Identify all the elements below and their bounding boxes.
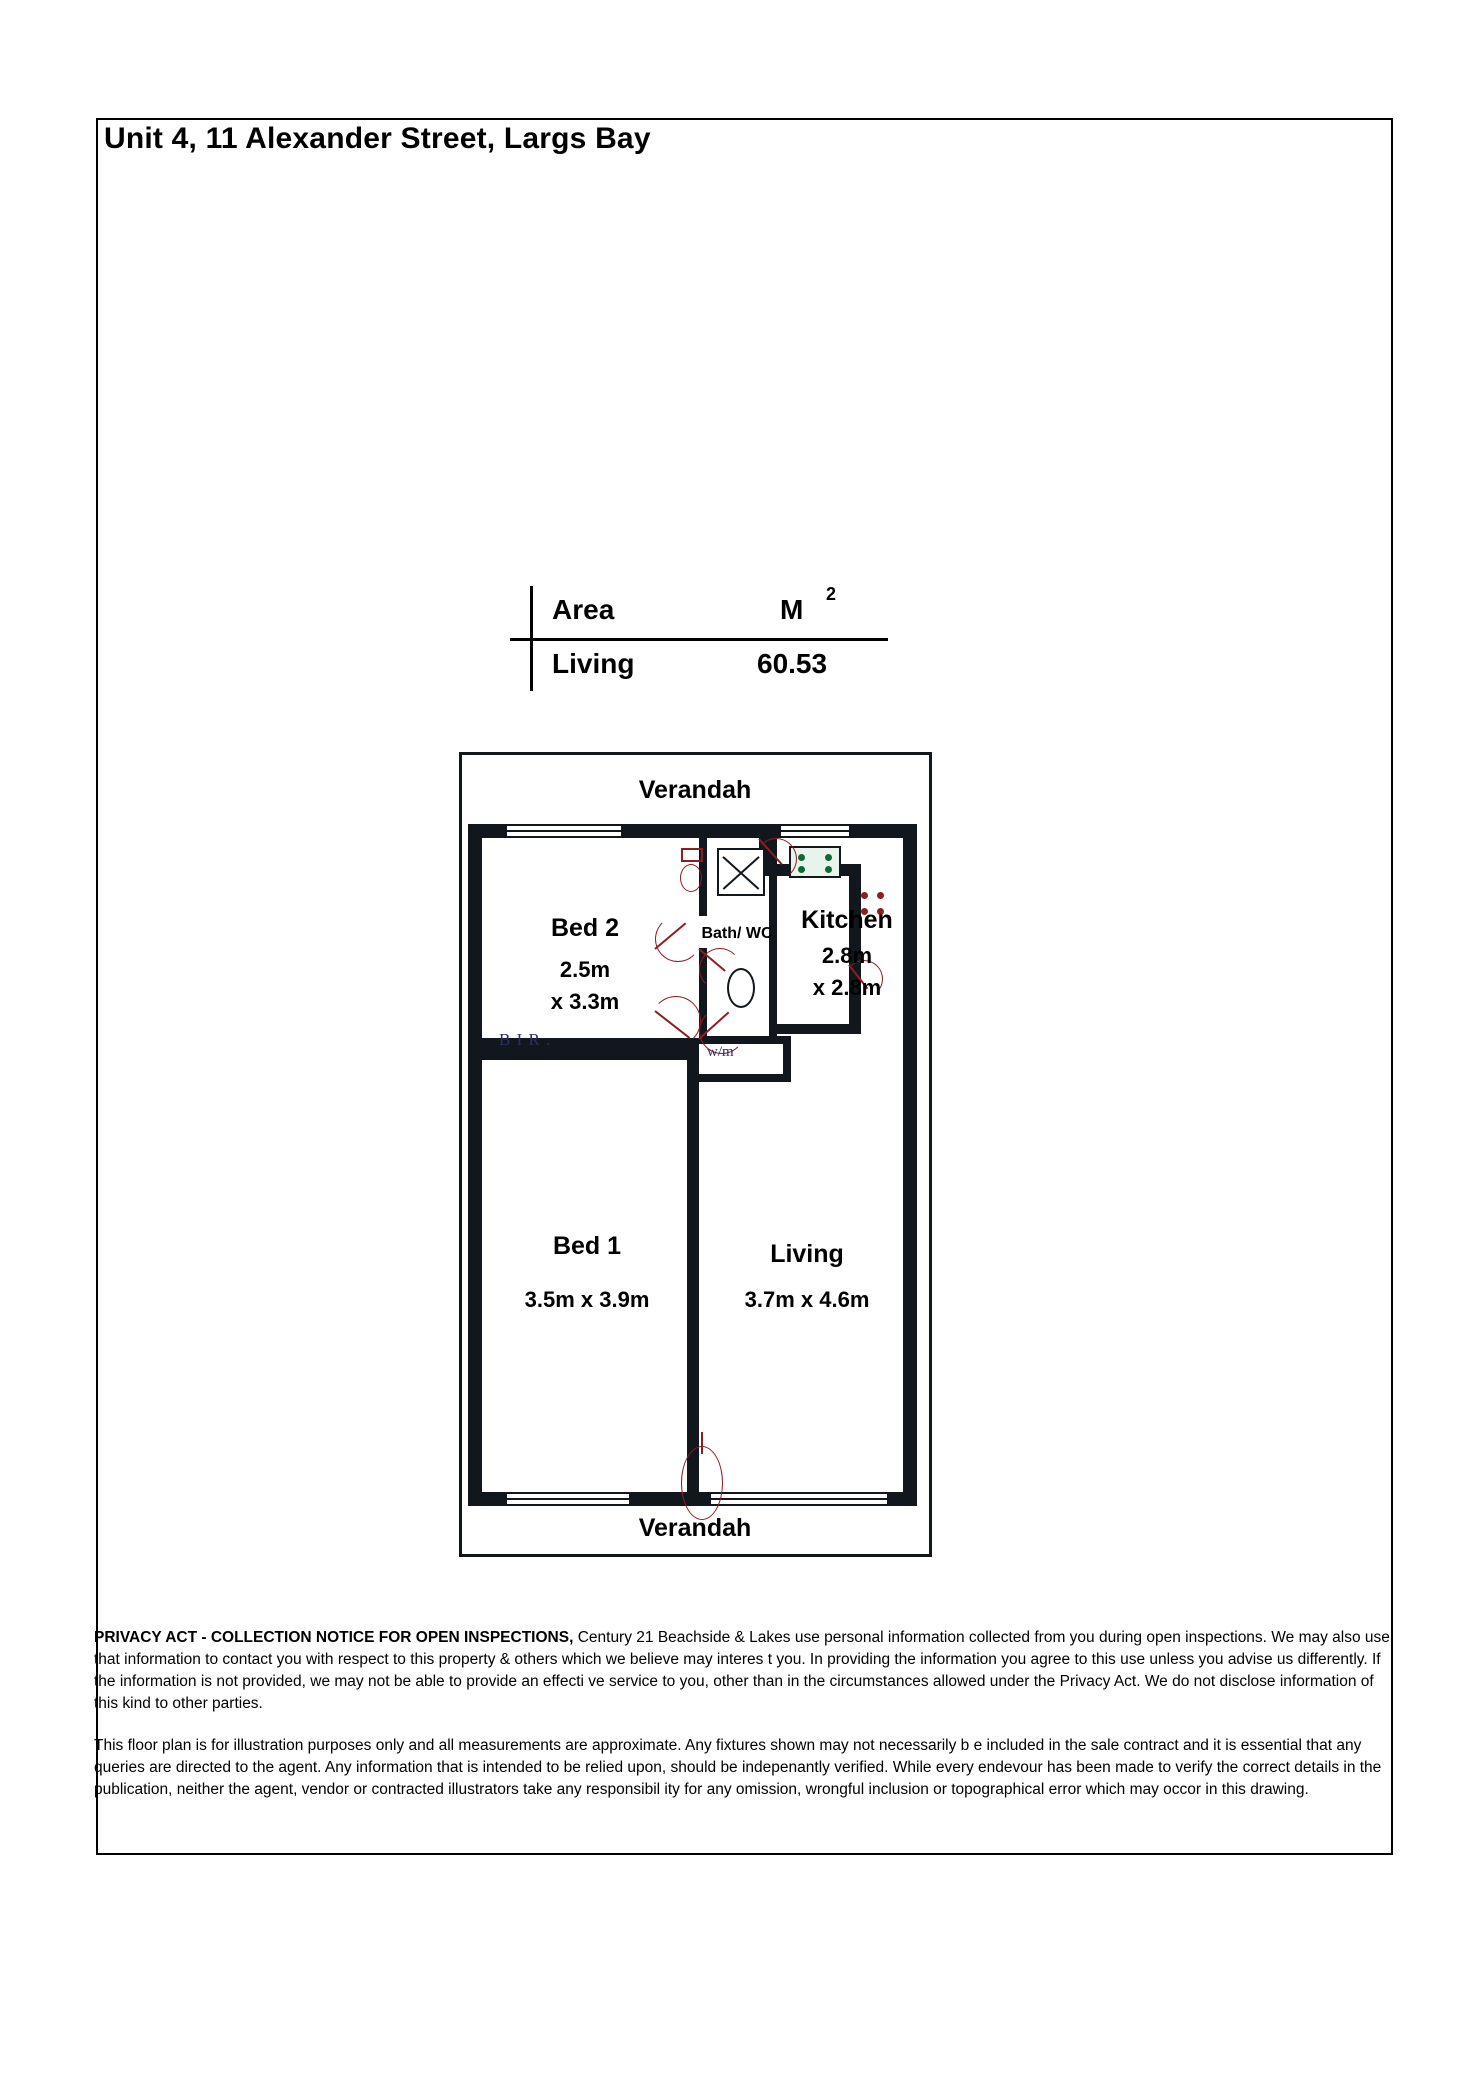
room-label-living: Living xyxy=(770,1240,844,1268)
door-kitchen-swing xyxy=(755,838,797,880)
window-kitchen-rear xyxy=(781,824,849,838)
area-table-header-label: Area xyxy=(552,594,615,625)
wall-exterior-left xyxy=(468,824,482,1506)
room-label-bath-wc: Bath/ WC xyxy=(701,925,773,942)
toilet-bowl-icon xyxy=(680,864,702,892)
illustration-disclaimer-paragraph: This floor plan is for illustration purposes only and all measurements are approximate. Any fixtures shown may not necessarily b e included in the sale contract and it is essential that any queries are directed to the agent. Any information that is intended to be relied upon, should be indepenantly verified. While every endevour has been made to verify the correct details in the publication, neither the agent, vendor or contracted illustrators take any responsibil ity for any omission, wrongful inclusion or topographical error which may occor in this drawing. xyxy=(94,1737,1382,1798)
area-table-header-unit-superscript: 2 xyxy=(826,584,837,604)
room-label-kitchen: Kitchen xyxy=(801,906,893,934)
annotation-bir: B I R . xyxy=(499,1030,552,1049)
wall-laundry-bottom xyxy=(699,1074,791,1082)
room-dim-bed2-line1: 2.5m xyxy=(559,957,611,982)
wall-kitchen-bottom xyxy=(771,1024,861,1034)
stove-fixture xyxy=(789,846,841,878)
page-title: Unit 4, 11 Alexander Street, Largs Bay xyxy=(104,122,651,155)
privacy-notice-heading: PRIVACY ACT - COLLECTION NOTICE FOR OPEN INSPECTIONS, xyxy=(94,1629,574,1646)
privacy-notice-body: Century 21 Beachside & Lakes use personal information collected from you during open inspections. We may also use that information to contact you with respect to this property & others which we believe may interes t you. In providing the information you agree to this use unless you advise us differently. If the information is not provided, we may not be able to provide an effecti ve service to you, other than in the circumstances allowed under the Privacy Act. We do not disclose information of this kind to other parties. xyxy=(94,1629,1390,1712)
area-table-header-unit: M xyxy=(780,594,804,625)
door-bath-swing xyxy=(699,948,741,990)
window-bed1-front xyxy=(507,1492,629,1506)
disclaimer-block xyxy=(94,1627,1399,1821)
front-door-leaf xyxy=(701,1432,703,1454)
room-label-verandah-rear: Verandah xyxy=(638,776,752,804)
window-bed2-rear xyxy=(507,824,621,838)
room-label-bed2: Bed 2 xyxy=(550,914,620,942)
room-dim-living: 3.7m x 4.6m xyxy=(744,1287,870,1312)
room-dim-bed2-line2: x 3.3m xyxy=(550,989,620,1014)
area-table-horizontal-rule xyxy=(510,638,888,641)
annotation-washing-machine: w/m xyxy=(707,1044,734,1060)
room-dim-kitchen-line2: x 2.8m xyxy=(812,975,882,1000)
window-living-front xyxy=(711,1492,887,1506)
area-table xyxy=(510,586,890,691)
wall-bir-body xyxy=(482,1050,690,1060)
room-label-bed1: Bed 1 xyxy=(552,1232,622,1260)
room-label-verandah-front: Verandah xyxy=(638,1514,752,1542)
toilet-cistern-icon xyxy=(681,848,703,862)
room-dim-kitchen-line1: 2.8m xyxy=(821,943,873,968)
area-table-row-value-living: 60.53 xyxy=(757,648,828,679)
wall-bed1-living-divider xyxy=(687,1038,699,1506)
room-dim-bed1: 3.5m x 3.9m xyxy=(524,1287,650,1312)
area-table-row-label-living: Living xyxy=(552,648,635,679)
floorplan-drawing xyxy=(459,752,932,1557)
privacy-notice-paragraph xyxy=(94,1627,1399,1715)
front-door-swing xyxy=(681,1446,723,1520)
